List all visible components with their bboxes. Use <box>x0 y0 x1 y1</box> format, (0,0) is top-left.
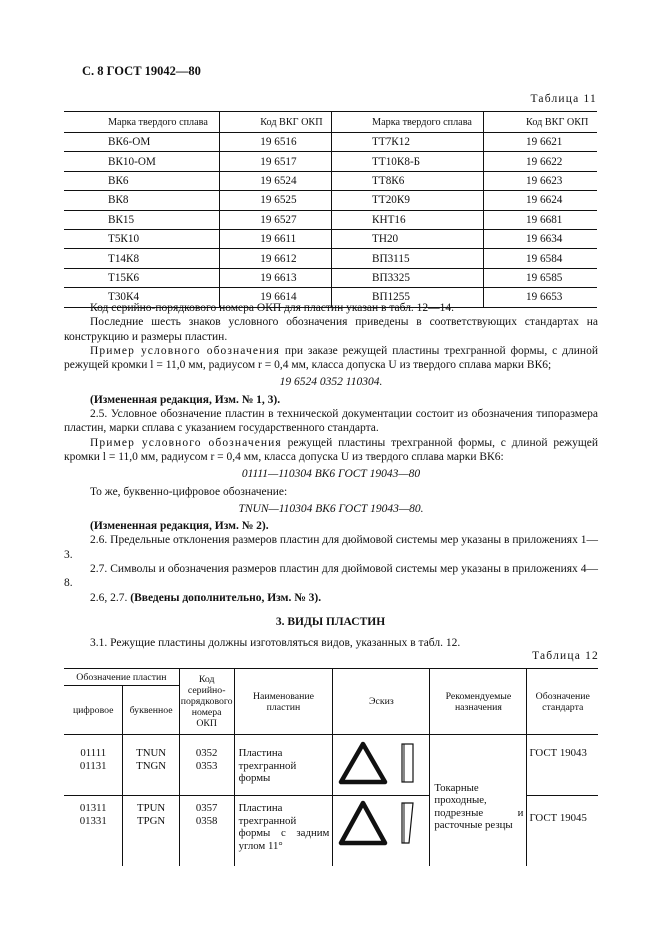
row-1-digital-1: 01111 <box>80 747 107 759</box>
row-1-letter <box>123 735 179 796</box>
code-cell: 19 6621 <box>484 133 597 152</box>
code-cell: 19 6525 <box>220 191 332 210</box>
table-12-caption: Таблица 12 <box>532 650 599 662</box>
code-cell: 19 6623 <box>484 171 597 190</box>
paragraph-okp-code: Код серийно-порядкового номера ОКП для пластин указан в табл. 12—14. <box>90 302 455 314</box>
grade-cell: КНТ16 <box>332 210 484 229</box>
row-2-name: Пластина трехгранной формы с задним углом 11° <box>234 796 333 867</box>
recommended-use: Токарные проходные, подрезные и расточные резцы <box>430 735 527 867</box>
grade-cell: ВК8 <box>64 191 220 210</box>
code-cell: 19 6614 <box>220 288 332 307</box>
paragraph-example-1 <box>64 344 598 373</box>
grade-cell: Т14К8 <box>64 249 220 268</box>
table-12-header-designation: Обозначение пластин <box>64 669 179 686</box>
table-11-header-code-2: Код ВКГ ОКП <box>484 112 597 133</box>
code-cell: 19 6612 <box>220 249 332 268</box>
table-12-header-code: Код серийно-порядкового номера ОКП <box>179 669 234 735</box>
grade-cell: ВП3325 <box>332 268 484 287</box>
grade-cell: ВП1255 <box>332 288 484 307</box>
grade-cell: ТТ20К9 <box>332 191 484 210</box>
paragraph-last-six: Последние шесть знаков условного обозначения приведены в соответствующих стандартах на конструкцию и размеры пластин. <box>64 316 598 343</box>
row-2-letter-1: TPUN <box>136 802 166 814</box>
row-1-code-1: 0352 <box>195 747 218 759</box>
section-intro <box>64 636 598 650</box>
code-cell: 19 6681 <box>484 210 597 229</box>
edit-note-2: (Измененная редакция, Изм. № 2). <box>90 520 269 533</box>
example-label-1: Пример условного обозначения <box>90 344 281 357</box>
row-1-name: Пластина трехгранной формы <box>234 735 333 796</box>
table-12-header-letter: буквенное <box>123 686 179 735</box>
row-2-letter <box>123 796 179 867</box>
code-cell: 19 6527 <box>220 210 332 229</box>
table-11-caption: Таблица 11 <box>530 93 597 105</box>
row-1-standard: ГОСТ 19043 <box>527 735 598 796</box>
table-12 <box>64 668 598 866</box>
table-12-header-digital: цифровое <box>64 686 123 735</box>
table-12-header-name: Наименование пластин <box>234 669 333 735</box>
table-11-row <box>64 210 597 229</box>
row-2-standard: ГОСТ 19045 <box>527 796 598 867</box>
code-cell: 19 6611 <box>220 229 332 248</box>
code-cell: 19 6653 <box>484 288 597 307</box>
row-1-letter-2: TNGN <box>136 759 167 772</box>
grade-cell: Т5К10 <box>64 229 220 248</box>
row-2-code <box>179 796 234 867</box>
table-11-row <box>64 171 597 190</box>
row-1-code <box>179 735 234 796</box>
row-2-code-1: 0357 <box>195 802 218 814</box>
row-1-code-2: 0353 <box>195 759 218 772</box>
triangle-relief-insert-sketch-icon <box>333 798 429 850</box>
row-2-letter-2: TPGN <box>136 814 166 827</box>
table-11-row <box>64 268 597 287</box>
grade-cell: Т30К4 <box>64 288 220 307</box>
example-text-2: режущей пластины трехгранной формы, с длиной режущей кромки l = 11,0 мм, радиусом r = 0,4 мм, класса допуска U из твердого сплава марки ВК6: <box>64 436 598 463</box>
grade-cell: ВП3115 <box>332 249 484 268</box>
table-12-header-row-1 <box>64 669 598 686</box>
grade-cell: ВК6-ОМ <box>64 133 220 152</box>
grade-cell: ТТ7К12 <box>332 133 484 152</box>
section-title: 3. ВИДЫ ПЛАСТИН <box>275 616 386 628</box>
table-11-header-grade-2: Марка твердого сплава <box>332 112 484 133</box>
table-12-row <box>64 735 598 796</box>
row-2-digital <box>64 796 123 867</box>
edit-note-1: (Измененная редакция, Изм. № 1, 3). <box>90 393 281 406</box>
introduced-note: (Введены дополнительно, Изм. № 3). <box>130 591 322 604</box>
table-12-header-sketch: Эскиз <box>333 669 430 735</box>
code-cell: 19 6585 <box>484 268 597 287</box>
page-header: С. 8 ГОСТ 19042—80 <box>82 64 201 78</box>
code-cell: 19 6516 <box>220 133 332 152</box>
table-11-row <box>64 191 597 210</box>
example-label-2: Пример условного обозначения <box>90 436 282 449</box>
code-cell: 19 6622 <box>484 152 597 171</box>
paragraph-introduced <box>64 591 598 605</box>
table-11-row <box>64 133 597 152</box>
paragraph-3-1: 3.1. Режущие пластины должны изготовляться видов, указанных в табл. 12. <box>90 637 461 649</box>
body-text <box>64 301 598 605</box>
formula-2: 01111—110304 ВК6 ГОСТ 19043—80 <box>241 468 421 481</box>
code-cell: 19 6517 <box>220 152 332 171</box>
introduced-ref: 2.6, 2.7. <box>90 591 131 604</box>
table-11-row <box>64 152 597 171</box>
row-1-digital <box>64 735 123 796</box>
paragraph-2-7: 2.7. Символы и обозначения размеров пластин для дюймовой системы мер указаны в приложениях 4—8. <box>64 563 598 590</box>
row-1-digital-2: 01131 <box>79 759 107 772</box>
grade-cell: ВК15 <box>64 210 220 229</box>
table-11-header-grade: Марка твердого сплава <box>64 112 220 133</box>
grade-cell: ТТ8К6 <box>332 171 484 190</box>
grade-cell: ВК10-ОМ <box>64 152 220 171</box>
row-2-digital-2: 01331 <box>79 814 107 827</box>
row-2-sketch <box>333 796 430 867</box>
formula-1: 19 6524 0352 110304. <box>279 376 383 389</box>
paragraph-2-6: 2.6. Предельные отклонения размеров пластин для дюймовой системы мер указаны в приложениях 1—3. <box>64 534 598 561</box>
code-cell: 19 6613 <box>220 268 332 287</box>
grade-cell: Т15К6 <box>64 268 220 287</box>
table-11-header-code: Код ВКГ ОКП <box>220 112 332 133</box>
code-cell: 19 6624 <box>484 191 597 210</box>
paragraph-example-2 <box>64 436 598 465</box>
code-cell: 19 6524 <box>220 171 332 190</box>
row-1-letter-1: TNUN <box>136 747 167 759</box>
row-2-digital-1: 01311 <box>79 802 107 814</box>
example-text-1: при заказе режущей пластины трехгранной формы, с длиной режущей кромки l = 11,0 мм, радиусом r = 0,4 мм, класса допуска U из твердого сплава марки ВК6; <box>64 344 598 372</box>
code-cell: 19 6634 <box>484 229 597 248</box>
grade-cell: ТН20 <box>332 229 484 248</box>
code-cell: 19 6584 <box>484 249 597 268</box>
table-12-header-use: Рекомендуемые назначения <box>430 669 527 735</box>
triangle-insert-sketch-icon <box>333 739 429 787</box>
table-11-row <box>64 249 597 268</box>
paragraph-2-5: 2.5. Условное обозначение пластин в технической документации состоит из обозначения типоразмера пластин, марки сплава с указанием государственного стандарта. <box>64 408 598 435</box>
row-2-code-2: 0358 <box>195 814 218 827</box>
formula-3: TNUN—110304 ВК6 ГОСТ 19043—80. <box>238 502 424 515</box>
paragraph-same: То же, буквенно-цифровое обозначение: <box>90 485 288 498</box>
table-11 <box>64 111 597 308</box>
table-12-header-standard: Обозначение стандарта <box>527 669 598 735</box>
grade-cell: ВК6 <box>64 171 220 190</box>
row-1-sketch <box>333 735 430 796</box>
grade-cell: ТТ10К8-Б <box>332 152 484 171</box>
table-11-header-row <box>64 112 597 133</box>
table-11-row <box>64 229 597 248</box>
